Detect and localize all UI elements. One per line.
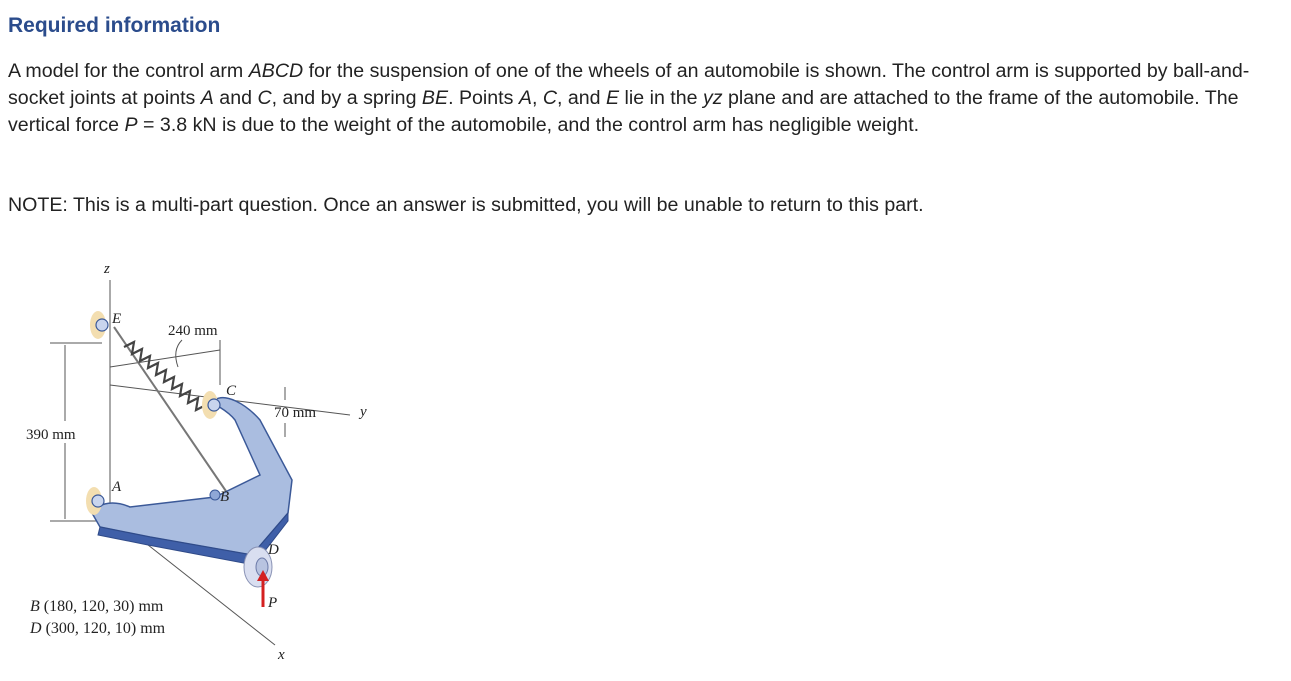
required-information-heading: Required information <box>8 14 221 37</box>
dim-240-line <box>110 350 220 367</box>
coord-d: D (300, 120, 10) mm <box>30 620 166 637</box>
multi-part-note: NOTE: This is a multi-part question. Once an answer is submitted, you will be unable to return to this part. <box>8 194 924 216</box>
label-d: D <box>268 542 279 558</box>
label-c: C <box>226 383 237 399</box>
label-e: E <box>112 311 122 327</box>
dim-70-label: 70 mm <box>274 405 317 421</box>
x-axis-label: x <box>278 647 285 663</box>
joint-a-ball <box>92 495 104 507</box>
z-axis-label: z <box>104 261 110 277</box>
problem-statement: A model for the control arm ABCD for the suspension of one of the wheels of an automobile is shown. The control arm is supported by ball-and-socket joints at points A and C, and by a spring BE. Points A, C, and E lie in the yz plane and are attached to the frame of the automobile. The vertical force P = 3.8 kN is due to the weight of the automobile, and the control arm has negligible weight. <box>8 60 1250 136</box>
label-b: B <box>220 489 230 505</box>
control-arm-figure <box>20 245 380 675</box>
joint-e-ball <box>96 319 108 331</box>
coord-b: B (180, 120, 30) mm <box>30 598 164 615</box>
y-axis-label: y <box>360 404 367 420</box>
dim-240-leader <box>176 340 182 367</box>
point-b-marker <box>210 490 220 500</box>
dim-390-label: 390 mm <box>26 427 76 443</box>
control-arm-diagram <box>20 245 380 670</box>
joint-c-ball <box>208 399 220 411</box>
label-p: P <box>268 595 278 611</box>
label-a: A <box>112 479 122 495</box>
dim-240-label: 240 mm <box>168 323 218 339</box>
spring-coils <box>124 342 206 410</box>
